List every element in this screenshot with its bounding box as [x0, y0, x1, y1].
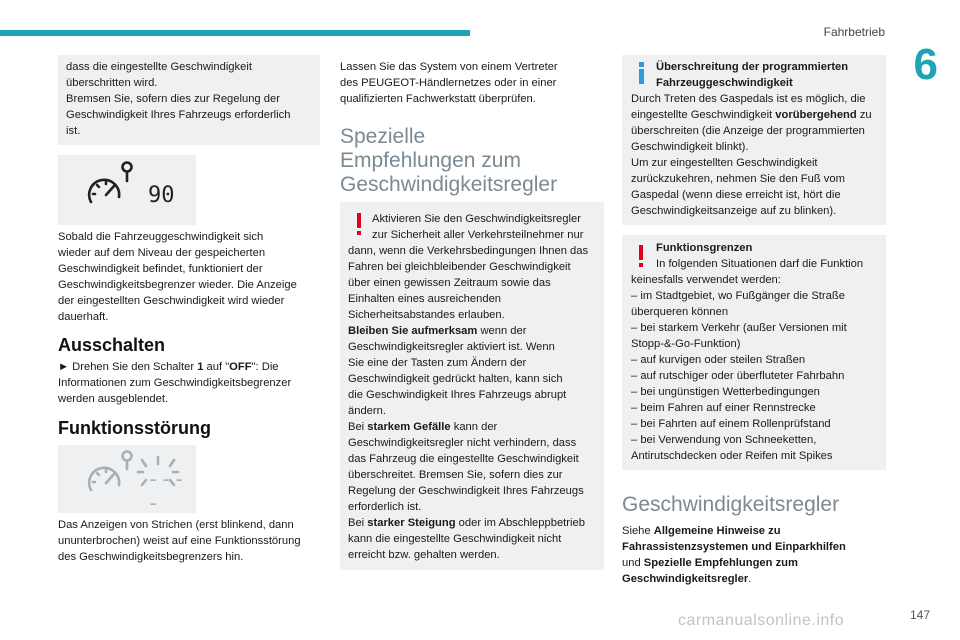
text-run: ► Drehen Sie den Schalter — [58, 361, 198, 373]
text-line: dauerhaft. — [58, 311, 109, 323]
link-reference[interactable]: Fahrassistenzsystemen und Einparkhilfen — [622, 541, 846, 553]
info-title-line: Fahrzeuggeschwindigkeit — [656, 77, 793, 89]
text-line: werden ausgeblendet. — [58, 393, 169, 405]
text-run: ": Die — [251, 361, 279, 373]
text-line: erforderlich ist. — [348, 501, 422, 513]
link-reference[interactable]: Allgemeine Hinweise zu — [653, 525, 781, 537]
bold-run: vorübergehend — [775, 109, 857, 121]
text-line: Geschwindigkeitsbegrenzer wieder. Die Anzeige — [58, 279, 297, 291]
text-line: Antirutschdecken oder Reifen mit Spikes — [631, 450, 833, 462]
text-line: Fahren bei gleichbleibender Geschwindigkeit — [348, 261, 571, 273]
text-line: In folgenden Situationen darf die Funktion — [656, 258, 864, 270]
off-label: OFF — [229, 361, 252, 373]
info-text-overspeed — [631, 59, 881, 219]
header-accent-bar — [0, 30, 470, 36]
text-line — [348, 515, 598, 531]
info-title-line: Überschreitung der programmierten — [656, 61, 849, 73]
watermark: carmanualsonline.info — [678, 612, 845, 629]
text-line: überqueren können — [631, 306, 729, 318]
list-item: – auf rutschiger oder überfluteter Fahrbahn — [631, 370, 845, 382]
text-run: kann der — [450, 421, 498, 433]
limiter-resume-paragraph — [58, 229, 320, 325]
heading-funktionsstoerung: Funktionsstörung — [58, 418, 211, 438]
text-run: und — [622, 557, 644, 569]
text-line: Einhalten eines ausreichenden — [348, 293, 502, 305]
text-line: Sie eine der Tasten zum Ändern der — [348, 357, 527, 369]
fault-dashes-readout: ---- — [147, 467, 187, 515]
fault-display-illustration — [58, 445, 196, 513]
text-line — [58, 359, 320, 375]
text-line: erreicht bzw. gehalten werden. — [348, 549, 500, 561]
text-line: Regelung der Geschwindigkeit Ihres Fahrzeugs — [348, 485, 584, 497]
text-line — [622, 523, 886, 539]
text-line — [348, 419, 598, 435]
text-line: qualifizierten Fachwerkstatt überprüfen. — [340, 93, 536, 105]
text-line: Geschwindigkeitsanzeige auf zu blinken). — [631, 205, 837, 217]
text-line: Durch Treten des Gaspedals ist es möglich, die — [631, 93, 866, 105]
text-line: Geschwindigkeitsregler aktiviert ist. Wenn — [348, 341, 555, 353]
see-also-paragraph — [622, 523, 886, 587]
text-line: dann, wenn die Verkehrsbedingungen Ihnen das — [348, 245, 589, 257]
text-line: kann die eingestellte Geschwindigkeit nicht — [348, 533, 562, 545]
text-line: keinesfalls verwendet werden: — [631, 274, 781, 286]
fault-paragraph — [58, 517, 320, 565]
text-line: Aktivieren Sie den Geschwindigkeitsregler — [372, 213, 581, 225]
text-run: oder im Abschleppbetrieb — [455, 517, 585, 529]
text-run: Bei — [348, 421, 368, 433]
list-item: – beim Fahren auf einer Rennstrecke — [631, 402, 816, 414]
text-line: Geschwindigkeit befindet, funktioniert der — [58, 263, 263, 275]
text-run: wenn der — [477, 325, 527, 337]
text-line: die Geschwindigkeit Ihres Fahrzeugs abrupt — [348, 389, 567, 401]
text-line: der eingestellten Geschwindigkeit wird wieder — [58, 295, 285, 307]
speedometer-limit-icon — [58, 155, 196, 225]
text-line: Sicherheitsabstandes erlauben. — [348, 309, 505, 321]
text-run: eingestellte Geschwindigkeit — [631, 109, 776, 121]
warning-text-limits — [631, 240, 881, 464]
section-header-title: Fahrbetrieb — [823, 25, 885, 39]
text-line: Lassen Sie das System von einem Vertreter — [340, 61, 558, 73]
list-item: – bei ungünstigen Wetterbedingungen — [631, 386, 820, 398]
text-line: Bremsen Sie, sofern dies zur Regelung der — [66, 93, 280, 105]
text-line — [622, 539, 886, 555]
link-reference[interactable]: Spezielle Empfehlungen zum — [643, 557, 798, 569]
text-line: zur Sicherheit aller Verkehrsteilnehmer nur — [372, 229, 584, 241]
text-line: zurückzukehren, nehmen Sie den Fuß vom — [631, 173, 845, 185]
limits-title: Funktionsgrenzen — [656, 242, 753, 254]
text-line: des PEUGEOT-Händlernetzes oder in einer — [340, 77, 557, 89]
list-item: – bei starkem Verkehr (außer Versionen mit — [631, 322, 847, 334]
speed-display-illustration — [58, 155, 196, 225]
list-item: – im Stadtgebiet, wo Fußgänger die Straße — [631, 290, 845, 302]
text-run: . — [748, 573, 752, 585]
text-line: überschreiten (die Anzeige der programmierten — [631, 125, 865, 137]
text-line — [622, 571, 886, 587]
heading-geschwindigkeitsregler: Geschwindigkeitsregler — [622, 493, 840, 516]
switch-off-paragraph — [58, 359, 320, 407]
continued-warning-text — [66, 59, 316, 139]
heading-ausschalten: Ausschalten — [58, 335, 166, 355]
text-run: Siehe — [622, 525, 654, 537]
switch-number: 1 — [197, 361, 204, 373]
text-line: Geschwindigkeit gedrückt halten, kann sich — [348, 373, 563, 385]
text-line: Das Anzeigen von Strichen (erst blinkend, dann — [58, 519, 294, 531]
bold-run: starker Steigung — [367, 517, 456, 529]
service-check-paragraph — [340, 59, 604, 107]
heading-line: Geschwindigkeitsregler — [340, 173, 558, 196]
text-line: Geschwindigkeit Ihres Fahrzeugs erforderlich — [66, 109, 291, 121]
text-line: des Geschwindigkeitsbegrenzers hin. — [58, 551, 244, 563]
text-line: das Fahrzeug die eingestellte Geschwindigkeit — [348, 453, 579, 465]
text-run: auf " — [203, 361, 230, 373]
text-line: Geschwindigkeit blinkt). — [631, 141, 749, 153]
list-item: – bei Fahrten auf einem Rollenprüfstand — [631, 418, 831, 430]
heading-line: Empfehlungen zum — [340, 149, 521, 172]
heading-line: Spezielle — [340, 125, 426, 148]
text-line — [622, 555, 886, 571]
text-line: über einen gewissen Zeitraum sowie das — [348, 277, 551, 289]
text-line: ist. — [66, 125, 81, 137]
list-item: – auf kurvigen oder steilen Straßen — [631, 354, 806, 366]
text-line — [348, 323, 598, 339]
bold-run: Bleiben Sie aufmerksam — [348, 325, 478, 337]
set-speed-readout: 90 — [148, 183, 175, 208]
text-line: Gaspedal (wenn diese erreicht ist, hört die — [631, 189, 841, 201]
text-line: Um zur eingestellten Geschwindigkeit — [631, 157, 818, 169]
list-item: – bei Verwendung von Schneeketten, — [631, 434, 817, 446]
text-line: Sobald die Fahrzeuggeschwindigkeit sich — [58, 231, 264, 243]
text-line: ununterbrochen) weist auf eine Funktionsstörung — [58, 535, 301, 547]
chapter-number: 6 — [913, 40, 938, 89]
text-line: Stopp-&-Go-Funktion) — [631, 338, 741, 350]
link-reference[interactable]: Geschwindigkeitsregler — [622, 573, 749, 585]
text-line: ändern. — [348, 405, 386, 417]
warning-text-cruise — [348, 211, 598, 563]
text-line: Geschwindigkeitsregler nicht verhindern, dass — [348, 437, 577, 449]
text-line: überschreitet. Bremsen Sie, sofern dies zur — [348, 469, 563, 481]
text-line: dass die eingestellte Geschwindigkeit — [66, 61, 252, 73]
heading-spezielle-empfehlungen — [340, 125, 557, 197]
text-line: überschritten wird. — [66, 77, 158, 89]
text-line — [631, 107, 881, 123]
text-run: Bei — [348, 517, 368, 529]
page-number: 147 — [909, 608, 930, 622]
text-line: Informationen zum Geschwindigkeitsbegrenzer — [58, 377, 292, 389]
bold-run: starkem Gefälle — [367, 421, 451, 433]
text-run: zu — [856, 109, 872, 121]
text-line: wieder auf dem Niveau der gespeicherten — [58, 247, 266, 259]
